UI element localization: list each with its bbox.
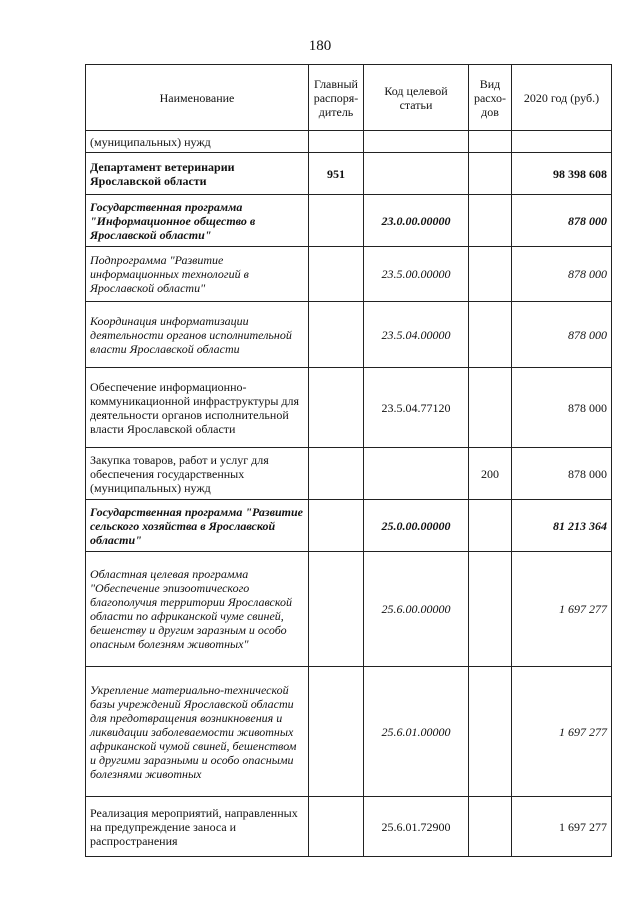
table-row	[86, 247, 612, 302]
cell-name: Областная целевая программа "Обеспечение эпизоотического благополучия территории Ярославской области по африканской чуме свиней, бешенству и другим заразным и особо опасным болезням животных"	[86, 552, 309, 667]
cell-admin	[309, 368, 364, 448]
cell-kind	[469, 797, 512, 857]
cell-name: Подпрограмма "Развитие информационных технологий в Ярославской области"	[86, 247, 309, 302]
cell-name: Государственная программа "Информационное общество в Ярославской области"	[86, 195, 309, 247]
table-header-row	[86, 65, 612, 131]
cell-code	[364, 131, 469, 153]
cell-amount: 1 697 277	[512, 667, 612, 797]
cell-name: Государственная программа "Развитие сельского хозяйства в Ярославской области"	[86, 500, 309, 552]
cell-admin	[309, 500, 364, 552]
cell-code: 25.6.01.72900	[364, 797, 469, 857]
cell-admin	[309, 552, 364, 667]
cell-admin	[309, 667, 364, 797]
cell-name: Обеспечение информационно-коммуникационной инфраструктуры для деятельности органов исполнительной власти Ярославской области	[86, 368, 309, 448]
header-amount: 2020 год (руб.)	[512, 65, 612, 131]
cell-admin	[309, 448, 364, 500]
cell-amount: 878 000	[512, 448, 612, 500]
cell-name: Закупка товаров, работ и услуг для обеспечения государственных (муниципальных) нужд	[86, 448, 309, 500]
cell-name: (муниципальных) нужд	[86, 131, 309, 153]
cell-admin	[309, 247, 364, 302]
table-row	[86, 153, 612, 195]
header-admin: Главный распоря-дитель	[309, 65, 364, 131]
table-row	[86, 552, 612, 667]
cell-kind: 200	[469, 448, 512, 500]
cell-amount: 98 398 608	[512, 153, 612, 195]
cell-code	[364, 448, 469, 500]
cell-amount: 1 697 277	[512, 797, 612, 857]
cell-kind	[469, 302, 512, 368]
table-row	[86, 131, 612, 153]
cell-amount: 878 000	[512, 195, 612, 247]
table-row	[86, 368, 612, 448]
table-row	[86, 448, 612, 500]
cell-admin	[309, 302, 364, 368]
cell-amount: 878 000	[512, 247, 612, 302]
cell-admin: 951	[309, 153, 364, 195]
cell-kind	[469, 500, 512, 552]
cell-code: 23.0.00.00000	[364, 195, 469, 247]
cell-code	[364, 153, 469, 195]
table-row	[86, 797, 612, 857]
cell-kind	[469, 247, 512, 302]
cell-amount: 81 213 364	[512, 500, 612, 552]
table-row	[86, 667, 612, 797]
cell-amount	[512, 131, 612, 153]
cell-code: 25.6.01.00000	[364, 667, 469, 797]
budget-table	[85, 64, 612, 857]
cell-kind	[469, 368, 512, 448]
cell-kind	[469, 195, 512, 247]
table-row	[86, 302, 612, 368]
page-number: 180	[308, 38, 332, 54]
cell-code: 23.5.04.00000	[364, 302, 469, 368]
cell-admin	[309, 131, 364, 153]
table-row	[86, 500, 612, 552]
cell-admin	[309, 797, 364, 857]
header-name: Наименование	[86, 65, 309, 131]
cell-name: Координация информатизации деятельности органов исполнительной власти Ярославской области	[86, 302, 309, 368]
cell-kind	[469, 667, 512, 797]
cell-kind	[469, 131, 512, 153]
cell-kind	[469, 153, 512, 195]
cell-name: Департамент ветеринарии Ярославской области	[86, 153, 309, 195]
table-row	[86, 195, 612, 247]
cell-kind	[469, 552, 512, 667]
cell-amount: 878 000	[512, 302, 612, 368]
cell-amount: 1 697 277	[512, 552, 612, 667]
cell-name: Реализация мероприятий, направленных на предупреждение заноса и распространения	[86, 797, 309, 857]
cell-code: 25.0.00.00000	[364, 500, 469, 552]
cell-code: 23.5.04.77120	[364, 368, 469, 448]
cell-admin	[309, 195, 364, 247]
cell-code: 23.5.00.00000	[364, 247, 469, 302]
header-code: Код целевой статьи	[364, 65, 469, 131]
cell-code: 25.6.00.00000	[364, 552, 469, 667]
cell-name: Укрепление материально-технической базы учреждений Ярославской области для предотвращения возникновения и ликвидации заболеваемости животных африканской чумой свиней, бешенством и другими заразными и особо опасными болезнями животных	[86, 667, 309, 797]
header-kind: Вид расхо-дов	[469, 65, 512, 131]
cell-amount: 878 000	[512, 368, 612, 448]
